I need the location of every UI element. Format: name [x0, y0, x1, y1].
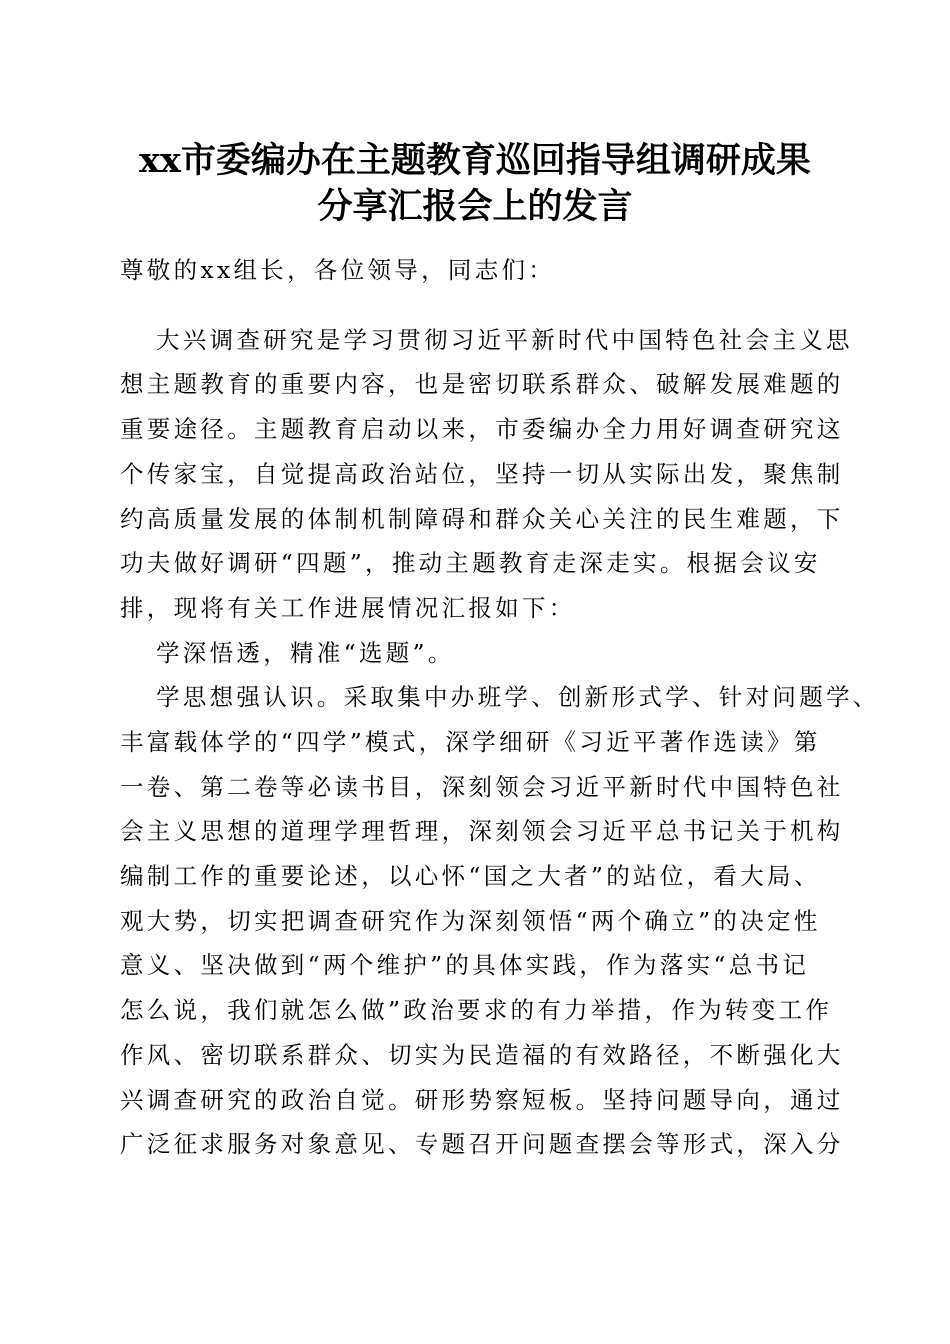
body-line: 个传家宝，自觉提高政治站位，坚持一切从实际出发，聚焦制	[120, 460, 844, 488]
body-line: 重要途径。主题教育启动以来，市委编办全力用好调查研究这	[120, 415, 844, 443]
body-line: 编制工作的重要论述，以心怀“国之大者”的站位，看大局、	[120, 862, 821, 890]
body-line: 广泛征求服务对象意见、专题召开问题查摆会等形式，深入分	[120, 1130, 844, 1158]
document-title-line-2: 分享汇报会上的发言	[317, 186, 633, 227]
section-heading: 学深悟透，精准“选题”。	[156, 639, 455, 667]
body-line: 怎么说，我们就怎么做”政治要求的有力举措，作为转变工作	[120, 996, 833, 1024]
body-line: 学思想强认识。采取集中办班学、创新形式学、针对问题学、	[156, 683, 880, 711]
body-line: 排，现将有关工作进展情况汇报如下：	[120, 594, 576, 622]
salutation: 尊敬的xx组长，各位领导，同志们：	[120, 256, 556, 284]
document-title-line-1: xx市委编办在主题教育巡回指导组调研成果	[139, 140, 811, 181]
body-line: 想主题教育的重要内容，也是密切联系群众、破解发展难题的	[120, 370, 844, 398]
body-line: 兴调查研究的政治自觉。研形势察短板。坚持问题导向，通过	[120, 1086, 844, 1114]
body-line: 约高质量发展的体制机制障碍和群众关心关注的民生难题，下	[120, 505, 844, 533]
body-line: 功夫做好调研“四题”，推动主题教育走深走实。根据会议安	[120, 549, 821, 577]
body-line: 会主义思想的道理学理哲理，深刻领会习近平总书记关于机构	[120, 817, 844, 845]
body-line: 作风、密切联系群众、切实为民造福的有效路径，不断强化大	[120, 1041, 844, 1069]
body-line: 丰富载体学的“四学”模式，深学细研《习近平著作选读》第	[120, 728, 821, 756]
body-line: 一卷、第二卷等必读书目，深刻领会习近平新时代中国特色社	[120, 773, 844, 801]
body-line: 意义、坚决做到“两个维护”的具体实践，作为落实“总书记	[120, 951, 810, 979]
body-line: 观大势，切实把调查研究作为深刻领悟“两个确立”的决定性	[120, 907, 821, 935]
body-line: 大兴调查研究是学习贯彻习近平新时代中国特色社会主义思	[156, 326, 853, 354]
